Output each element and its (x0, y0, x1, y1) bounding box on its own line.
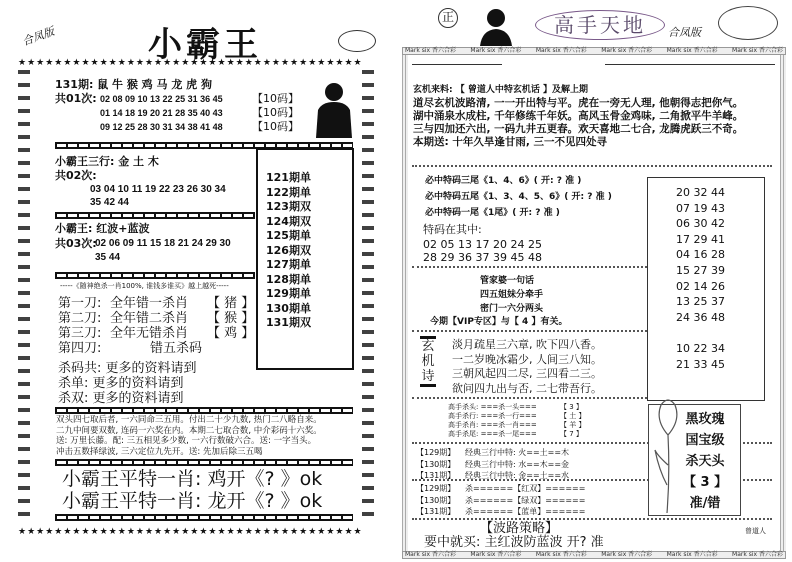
mark-six-border-text: Mark six 香六合彩 (732, 551, 783, 558)
zheng-badge: 正 (438, 8, 458, 28)
signature: 曾道人 (745, 527, 766, 535)
group3-row: 35 44 (95, 252, 121, 263)
rose-line: 杀天头 (685, 454, 725, 469)
group2-row: 35 42 44 (90, 197, 129, 208)
group1-tag: 【10码】 (252, 92, 299, 105)
kill-line: 杀单: 更多的资料请到 (58, 376, 184, 391)
group2-label: 共02次: (55, 169, 97, 182)
bose-period: 【130期】 (416, 495, 456, 505)
number-row: 04 16 28 (676, 248, 725, 262)
riddle-poem: 双头四七取后者, 一六同命三五用。付出二十少九数, 热门二八略自来。 二九中间要双数, 连码一六奖在内。本期二七取合数, 中介彩码十六奖。 送: 万里长藤。配: 三五相见多少数, 一六行数破六合。送: 一字当头。 冲击五数择绿波, 三六定位九先开。送: 先加后除三五喝 (56, 415, 322, 457)
master-kill-value: 【 7 】 (560, 430, 583, 438)
mark-six-border-text: Mark six 香六合彩 (405, 47, 456, 54)
mark-six-border-text: Mark six 香六合彩 (535, 551, 587, 558)
group1-row: 09 12 25 28 30 31 34 38 41 48 (100, 122, 223, 132)
bose-period: 【131期】 (416, 507, 456, 516)
period-item: 129期单 (266, 287, 311, 300)
period-item: 130期单 (266, 301, 311, 315)
strategy-title: 【波路策略】 (480, 521, 559, 536)
pingte-line: 小霸王平特一肖: 龙开《? 》ok (62, 490, 323, 512)
number-row: 07 19 43 (676, 201, 725, 215)
wuxing-period: 【130期】 (416, 459, 456, 469)
edition-label: 合凤版 (20, 24, 57, 49)
mark-six-border-text: Mark six 香六合彩 (535, 47, 587, 54)
divider (412, 165, 772, 167)
number-row: 21 33 45 (676, 357, 725, 371)
tulip-icon (651, 395, 685, 515)
period-item: 122期单 (266, 185, 311, 199)
period-box (256, 148, 354, 370)
special-row: 28 29 36 37 39 45 48 (423, 251, 542, 264)
number-row: 15 27 39 (676, 263, 725, 277)
housekeeper-line: 密门一六分两头 (480, 304, 544, 314)
tail-line: 必中特码三尾《1、4、6》( 开: ? 准 ) (425, 176, 582, 186)
master-kill-label: 高手杀肖: ===杀一肖=== (448, 421, 537, 429)
group2-title: 小霸王三行: 金 土 木 (55, 155, 159, 168)
master-kill-value: 【 羊 】 (560, 421, 586, 429)
mark-six-border-text: Mark six 香六合彩 (732, 47, 783, 54)
knife-label: 第二刀: (58, 311, 102, 326)
number-row: 20 32 44 (676, 186, 725, 199)
knife-text: 全年错二杀肖 (110, 311, 189, 326)
period-item: 128期单 (266, 272, 311, 286)
group1-row: 02 08 09 10 13 22 25 31 36 45 (100, 94, 223, 104)
period-item: 127期单 (266, 258, 311, 271)
group1-row: 01 14 18 19 20 21 28 35 40 43 (100, 108, 223, 118)
mark-six-border-text: Mark six 香六合彩 (601, 551, 653, 558)
housekeeper-line: 四五姐妹分牵手 (480, 290, 544, 300)
person-portrait (312, 80, 354, 138)
wuxing-text: 经典三行中特: 水==木==金 (465, 459, 570, 469)
seal-stamp (718, 6, 778, 40)
mark-six-border-text: Mark six 香六合彩 (470, 551, 522, 558)
divider (55, 514, 353, 521)
xuanji-label: 玄机诗 (420, 336, 436, 387)
wuxing-period: 【131期】 (416, 471, 456, 480)
kill-line: 杀码共: 更多的资料请到 (58, 361, 197, 376)
number-row: 10 22 34 (676, 341, 725, 355)
group2-row: 03 04 10 11 19 22 23 26 30 34 (90, 184, 226, 195)
period-item: 131期双 (266, 316, 311, 329)
mark-six-border-bottom (402, 551, 786, 559)
number-row: 06 30 42 (676, 217, 725, 231)
divider (412, 266, 647, 268)
number-row: 02 14 26 (676, 279, 725, 293)
tail-line: 必中特码一尾《1尾》( 开: ? 准 ) (425, 208, 560, 218)
number-row: 17 29 41 (676, 232, 725, 246)
strategy-line: 要中就买: 主红波防蓝波 开? 准 (424, 535, 604, 550)
divider (55, 212, 255, 219)
knife-text: 全年错一杀肖 (110, 296, 189, 311)
xuanji-poem: 淡月疏星三六章, 吹下四八香。 一二岁晚冰霜少, 人间三八知。 三朝风起四二尽, 三四看二三。 欲问四九出与否, 二七带吾行。 (452, 338, 602, 395)
knife-label: 第一刀: (58, 296, 102, 311)
rose-line: 准/错 (689, 496, 721, 511)
divider (55, 459, 353, 466)
divider (55, 407, 353, 414)
tail-line: 必中特码五尾《1、3、4、5、6》( 开: ? 准 ) (425, 192, 612, 202)
wuxing-period: 【129期】 (416, 448, 456, 457)
group1-label: 共01次: (55, 92, 97, 105)
intro-poem: 道尽玄机波路清, 一一开出特与平。虎在一旁无人理, 他朝得志把你气。 湖中涌泉水成柱, 千年修练千年妖。高风玉骨金鸡味, 二角掀平牛羊峰。 三与四加还六出, 一码九井五更春。欢天喜地二七合, 龙腾虎跃三不奇。 本期送: 十年久旱逢甘雨, 三一不见四处寻 (413, 97, 744, 148)
group3-label: 共03次: (55, 237, 97, 250)
rose-line: 黑玫瑰 (685, 412, 725, 427)
page-title: 小霸王 (148, 25, 262, 65)
page-title: 高手天地 (535, 10, 665, 40)
group1-tag: 【10码】 (252, 120, 299, 133)
group1-tag: 【10码】 (252, 106, 299, 119)
knife-label: 第四刀: (58, 341, 102, 356)
mark-six-border-right (780, 55, 786, 551)
knife-value: 【 猴 】 (207, 311, 255, 326)
rose-line: 国宝级 (685, 433, 725, 448)
master-kill-label: 高手杀行: ===杀一行=== (448, 412, 537, 420)
bose-text: 杀======【红双】====== (465, 484, 586, 493)
person-portrait (478, 6, 514, 46)
divider (412, 330, 647, 332)
number-row: 24 36 48 (676, 310, 725, 324)
mark-six-border-text: Mark six 香六合彩 (405, 551, 456, 558)
period-item: 124期双 (266, 214, 311, 228)
divider (412, 397, 647, 399)
special-label: 特码在其中: (423, 223, 482, 236)
mark-six-border-left (402, 55, 408, 551)
star-border-right (362, 70, 374, 524)
number-row (676, 325, 764, 341)
wuxing-text: 经典三行中特: 金==土==水 (465, 471, 570, 480)
star-border-left (18, 70, 30, 524)
mark-six-border-text: Mark six 香六合彩 (666, 551, 718, 558)
period-item: 126期双 (266, 243, 311, 257)
knife-label: 第三刀: (58, 326, 102, 341)
wuxing-text: 经典三行中特: 火==土==木 (465, 448, 570, 457)
mark-six-border-text: Mark six 香六合彩 (601, 47, 653, 54)
period-item: 125期单 (266, 229, 311, 242)
vip-line: 今期【VIP专区】与【 4 】有关。 (430, 317, 568, 327)
group3-row: 02 06 09 11 15 18 21 24 29 30 (95, 238, 231, 249)
mark-six-border-text: Mark six 香六合彩 (666, 47, 718, 54)
knife-text: 错五杀码 (150, 341, 203, 356)
knife-text: 全年无错杀肖 (110, 326, 189, 341)
master-kill-label: 高手杀尾: ===杀一尾=== (448, 430, 537, 438)
divider (55, 272, 255, 279)
knife-value: 【 猪 】 (207, 296, 255, 311)
star-border-top: ★★★★★★★★★★★★★★★★★★★★★★★★★★★★★★★★★★★★★★ (18, 58, 363, 68)
knife-value: 【 鸡 】 (207, 326, 255, 341)
rose-line: 【 3 】 (683, 475, 728, 490)
special-row: 02 05 13 17 20 24 25 (423, 238, 542, 251)
intro-label: 玄机来料: 【 曾道人中特玄机话 】及解上期 (413, 85, 589, 95)
master-kill-label: 高手杀头: ===杀一头=== (448, 403, 537, 411)
bose-period: 【129期】 (416, 484, 456, 493)
master-kill-value: 【 土 】 (560, 412, 586, 420)
kill-line: 杀双: 更多的资料请到 (58, 391, 184, 406)
divider (412, 518, 772, 520)
zodiac-line: 131期: 鼠 牛 猴 鸡 马 龙 虎 狗 (55, 78, 212, 91)
slogan: -----《随神绝杀一肖100%, 谁钱多谁买》越上越死----- (60, 282, 229, 290)
number-box (647, 177, 765, 401)
period-item: 123期双 (266, 200, 311, 213)
number-row: 13 25 37 (676, 295, 725, 309)
rose-box (648, 404, 741, 516)
master-kill-value: 【 3 】 (560, 403, 583, 411)
bose-text: 杀======【绿双】====== (465, 495, 586, 505)
star-border-bottom: ★★★★★★★★★★★★★★★★★★★★★★★★★★★★★★★★★★★★★★ (18, 527, 363, 537)
pingte-line: 小霸王平特一肖: 鸡开《? 》ok (62, 468, 323, 490)
group3-title: 小霸王: 红波+蓝波 (55, 222, 150, 235)
seal-stamp (338, 30, 376, 52)
period-item: 121期单 (266, 171, 311, 184)
mark-six-border-text: Mark six 香六合彩 (470, 47, 522, 54)
mark-six-border-top (402, 47, 786, 55)
edition-label: 合凤版 (668, 26, 701, 39)
bose-text: 杀======【蓝单】====== (465, 507, 586, 516)
housekeeper-line: 管家婆一句话 (480, 276, 535, 286)
